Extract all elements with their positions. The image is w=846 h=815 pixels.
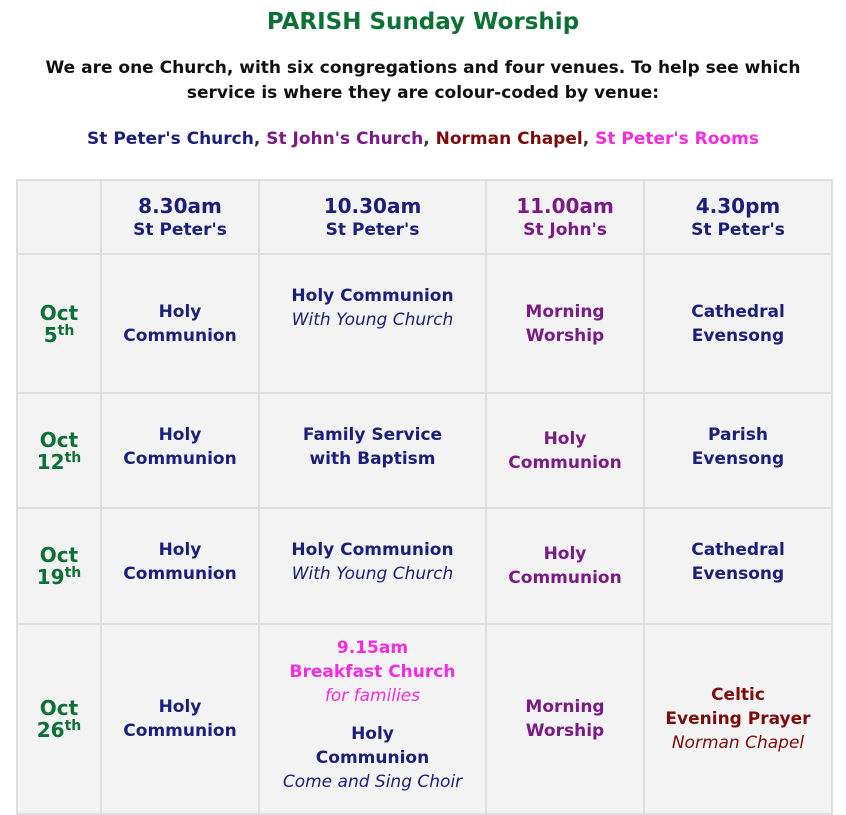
table-row — [17, 254, 832, 393]
header-time: 4.30pm — [695, 194, 781, 218]
service-title: Holy Communion — [291, 540, 454, 560]
header-time: 11.00am — [516, 194, 614, 218]
service-cell — [486, 624, 644, 814]
date-suffix: th — [57, 322, 75, 339]
early-service-note: for families — [324, 686, 421, 706]
date-cell — [17, 624, 101, 814]
service-cell — [259, 624, 486, 814]
service-cell — [644, 393, 832, 508]
date-day: 19 — [36, 565, 65, 589]
legend-norman-chapel: Norman Chapel — [435, 129, 583, 149]
services-table — [16, 179, 833, 815]
service-cell — [486, 508, 644, 624]
table-row — [17, 624, 832, 814]
service-line: Holy — [543, 428, 587, 449]
service-line: Communion — [315, 748, 430, 768]
service-line: Worship — [525, 325, 605, 346]
venue-legend — [0, 129, 846, 149]
early-service-time: 9.15am — [336, 638, 409, 658]
service-cell — [486, 254, 644, 393]
service-line: Communion — [123, 449, 237, 469]
service-line: Communion — [123, 564, 237, 584]
service-note: Come and Sing Choir — [282, 772, 463, 792]
service-line: with Baptism — [309, 449, 436, 469]
date-month: Oct — [39, 427, 79, 452]
header-venue: St John's — [523, 220, 607, 240]
header-1030am — [259, 180, 486, 254]
service-line: Holy — [158, 301, 202, 322]
date-cell — [17, 254, 101, 393]
service-line: Cathedral — [691, 301, 785, 322]
service-cell — [101, 508, 259, 624]
table-header-row — [17, 180, 832, 254]
service-cell — [644, 508, 832, 624]
service-note: With Young Church — [291, 310, 454, 330]
date-cell — [17, 393, 101, 508]
service-line: Evensong — [691, 449, 785, 469]
service-line: Holy — [543, 544, 587, 564]
header-1100am — [486, 180, 644, 254]
service-cell — [259, 254, 486, 393]
service-title: Holy Communion — [291, 286, 454, 306]
date-day: 26 — [36, 718, 65, 742]
spacer — [260, 708, 485, 722]
service-note: With Young Church — [291, 564, 454, 584]
header-venue: St Peter's — [691, 220, 785, 240]
service-line: Celtic — [711, 685, 765, 705]
date-suffix: th — [64, 449, 82, 466]
date-day: 5 — [43, 322, 58, 347]
page-title: PARISH Sunday Worship — [266, 9, 580, 35]
header-time: 10.30am — [323, 194, 422, 218]
table-row — [17, 508, 832, 624]
legend-st-peters-rooms: St Peter's Rooms — [595, 129, 759, 149]
header-430pm — [644, 180, 832, 254]
service-line: Worship — [525, 721, 605, 741]
service-cell — [101, 254, 259, 393]
date-month: Oct — [39, 300, 79, 325]
service-line: Holy — [158, 697, 202, 717]
header-venue: St Peter's — [133, 220, 227, 240]
service-line: Morning — [525, 697, 605, 717]
date-cell — [17, 508, 101, 624]
service-line: Holy — [158, 425, 202, 445]
service-cell — [259, 393, 486, 508]
legend-separator: , — [253, 129, 267, 149]
service-line: Holy — [158, 540, 202, 560]
early-service-title: Breakfast Church — [289, 662, 456, 682]
intro-text: We are one Church, with six congregations and four venues. To help see which service is where they are colour-coded by venue: — [45, 58, 801, 103]
service-line: Morning — [525, 301, 605, 322]
service-line: Holy — [351, 724, 394, 744]
date-month: Oct — [39, 543, 79, 567]
date-day: 12 — [36, 449, 65, 474]
legend-st-johns-church: St John's Church — [266, 129, 424, 149]
service-cell — [486, 393, 644, 508]
service-note: Norman Chapel — [671, 733, 805, 753]
service-line: Evensong — [691, 564, 785, 584]
service-line: Family Service — [302, 425, 443, 445]
service-line: Evensong — [691, 325, 785, 346]
table-row — [17, 393, 832, 508]
service-line: Cathedral — [691, 540, 785, 560]
service-line: Communion — [508, 452, 622, 473]
service-cell — [644, 254, 832, 393]
service-line: Communion — [508, 568, 622, 588]
date-suffix: th — [64, 565, 82, 581]
header-empty-cell — [17, 180, 101, 254]
legend-separator: , — [582, 129, 596, 149]
legend-st-peters-church: St Peter's Church — [87, 129, 254, 149]
service-line: Parish — [708, 425, 768, 445]
service-line: Communion — [123, 325, 237, 346]
date-month: Oct — [39, 696, 79, 720]
service-cell — [101, 624, 259, 814]
legend-separator: , — [423, 129, 436, 149]
service-line: Evening Prayer — [665, 709, 811, 729]
service-cell — [259, 508, 486, 624]
date-suffix: th — [64, 718, 82, 734]
header-venue: St Peter's — [325, 220, 420, 240]
header-830am — [101, 180, 259, 254]
service-line: Communion — [123, 721, 237, 741]
service-cell — [644, 624, 832, 814]
service-cell — [101, 393, 259, 508]
header-time: 8.30am — [138, 194, 222, 218]
